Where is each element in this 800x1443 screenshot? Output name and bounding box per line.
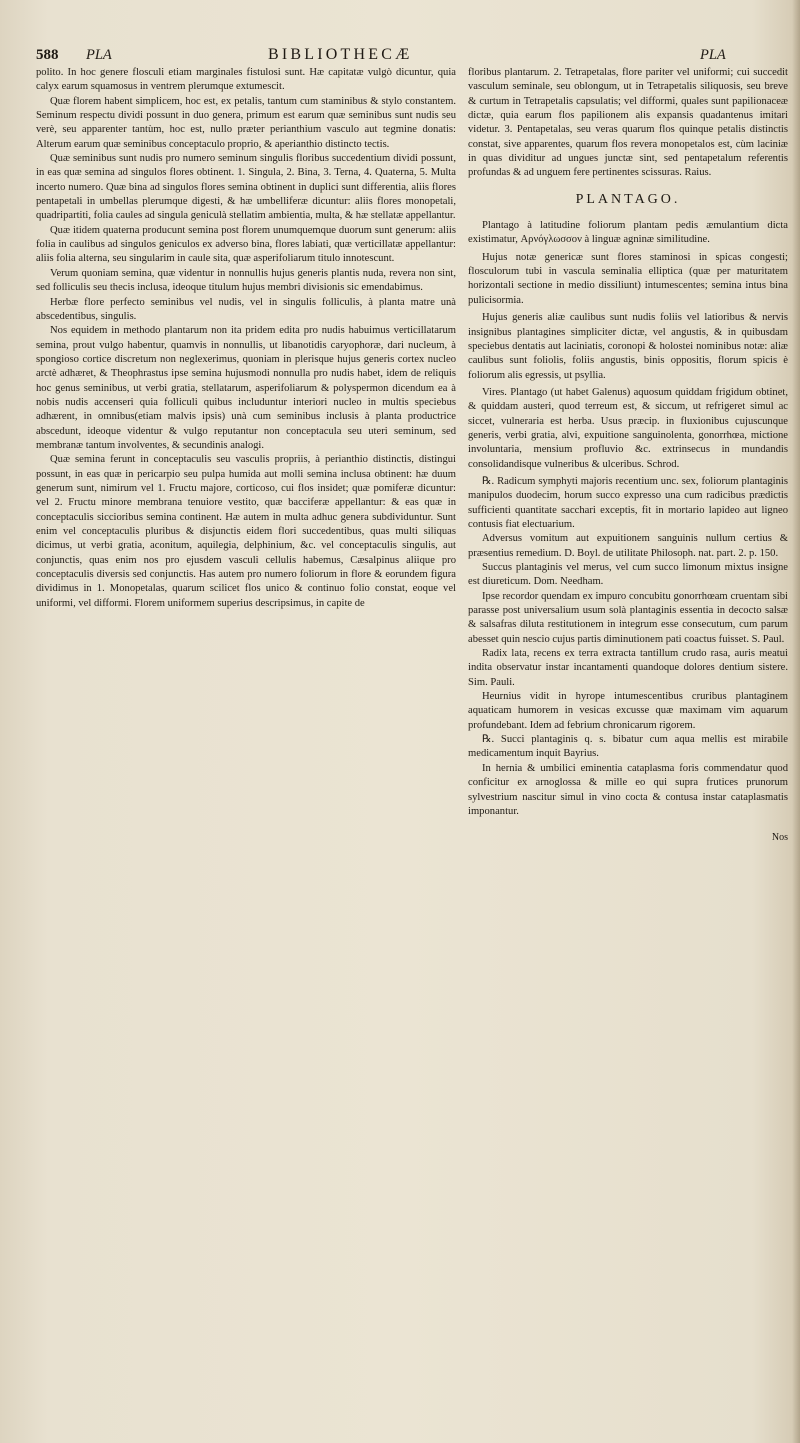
paragraph: Nos equidem in methodo plantarum non ita pridem edita pro nudis habuimus verticillatarum seminа, prout vulgo habentur, quamvis in nonnullis, ut libanotidis caryophoræ, dari nucleum, à spongioso cortice discretum non neglexerimus, quoniam in plerisque hujus generis cortex nucleo arctè adhæret, & Theophrastus ipse semina hujusmodi nonnulla pro nudis habet, idem de reliquis hoc genus seminibus, ut verbi gratia, stellatarum, asperifoliarum & polyspermon dicendum ea à nobis nudis accenseri quia folliculi quibus includuntur interiori nucleo in multis speciebus adhærent, in omnibus(etiam malvis ipsis) unà cum seminibus inclusis à planta productrice abscedunt, ideoque videntur & vulgo reputantur non conceptacula seu uteri seminum, sed membranæ tantum involventes, & secundinis analogi. [36, 325, 456, 451]
paragraph: Plantago à latitudine foliorum plantam pedis æmulantium dicta existimatur, Αρνόγλωσσον à linguæ agninæ similitudine. [468, 220, 788, 246]
paragraph: In hernia & umbilici eminentia cataplasma foris commendatur quod conficitur ex arnoglossa & mille eo qui supra frutices prunorum sylvestrium nascitur simul in vino cocta & contusa instar cataplasmatis imponantur. [468, 762, 788, 817]
paragraph: floribus plantarum. 2. Tetrapetalas, flore pariter vel uniformi; cui succedit vasculum seminale, seu oblongum, ut in Tetrapetalis siliquosis, seu breve & curtum in Tetrapetalis capsulatis; vel difformi, quales sunt papilionaceæ dictæ, quia earum flos papilionem alis expansis quadantenus imitari videtur. 3. Pentapetalas, seu veras quarum flos quinque petalis distinctis constat, sive apparentes, quarum flos revera monopetalos est, cùm laciniæ in quas dividitur ad ungues junctæ sint, sed pentapetalum referentis profundas & ad unguem fere pertinentes scissuras. Raius. [468, 67, 788, 179]
paragraph: Heurnius vidit in hyrope intumescentibus cruribus plantaginem aquaticam humorem in vesicas excusse quæ maximam vim aquarum profundebant. Idem ad febrium chronicarum rigorem. [468, 691, 788, 731]
paragraph: Radix lata, recens ex terra extracta tantillum crudo rasa, auris meatui indita observatur instar incantamenti quandoque dolores dentium sistere. Sim. Pauli. [468, 648, 788, 688]
paragraph: Verum quoniam semina, quæ videntur in nonnullis hujus generis plantis nuda, revera non sint, sed folliculis seu thecis inclusa, ideoque titulum hujus membri divisionis sic emendabimus. [36, 267, 456, 294]
paragraph: Vires. Plantago (ut habet Galenus) aquosum quiddam frigidum obtinet, & quiddam austeri, quod terreum est, & siccum, ut refrigeret simul ac siccet, vulneraria est herba. Usus præcip. in fluxionibus cujuscunque generis, verbi gratia, alvi, expuitione sanguinolenta, gonorrhœa, mictione involuntaria, mensium profluvio &c. extrinsecus in mundandis consolidandisque vulneribus & ulceribus. Schrod. [468, 386, 788, 470]
running-title: BIBLIOTHECÆ [268, 46, 413, 63]
right-column [468, 66, 788, 846]
paragraph: Quæ seminibus sunt nudis pro numero seminum singulis floribus succedentium dividi possunt, in eas quæ semina ad singulos flores obtinent. 1. Singula, 2. Bina, 3. Terna, 4. Quaterna, 5. Multa incerto numero. Quæ bina ad singulos flores semina obtinent in duplici sunt differentia, aliis flores pentapetali in umbellas plerumque digesti, & hæ umbelliferæ dicuntur: aliis flores monopetali, quadripartiti, folia caules ad singula geniculà stellatim ambientia, multa, & hæ stellatæ appellantur. [36, 153, 456, 222]
paragraph: ℞. Radicum symphyti majoris recentium unc. sex, foliorum plantaginis manipulos duodecim, horum succo expresso una cum radicibus prædictis sufficienti quantitate sacchari exceptis, fit in mortario lapideo aut ligneo contusis fiat electuarium. [468, 475, 788, 530]
running-head-right: PLA [700, 47, 726, 63]
paragraph: Adversus vomitum aut expuitionem sanguinis nullum certius & præsentius remedium. D. Boyl. de utilitate Philosoph. nat. part. 2. p. 150. [468, 533, 788, 559]
paragraph: polito. In hoc genere flosculi etiam marginales fistulosi sunt. Hæ capitatæ vulgò dicuntur, quia calyx earum squamosus in ventrem plerumque extumescit. [36, 67, 456, 93]
left-column [36, 66, 456, 611]
section-heading: PLANTAGO. [575, 191, 681, 207]
page-gutter-shadow [792, 0, 800, 1443]
paragraph: Herbæ flore perfecto seminibus vel nudis, vel in singulis folliculis, à planta matre unà abscedentibus, singulis. [36, 296, 456, 322]
paragraph: Hujus notæ genericæ sunt flores staminosi in spicas congesti; flosculorum tubi in vasculа seminalia elliptica (quæ per maturitatem horizontali sectione in medio dissiliunt) intumescentes; semina intus bina pulicisormia. [468, 251, 788, 306]
paragraph: Quæ itidem quaterna producunt semina post florem unumquemque duorum sunt generum: aliis folia in caulibus ad singulos geniculos ex adverso bina, flores labiati, quæ verticillatæ appellantur: aliis folia alterna, seu singularim in caule sita, quæ asperifoliarum titulo innotescunt. [36, 224, 456, 265]
paragraph: Succus plantaginis vel merus, vel cum succo limonum mixtus insigne est diureticum. Dom. Needham. [468, 562, 788, 588]
running-header [36, 44, 796, 66]
paragraph: Quæ semina ferunt in conceptaculis seu vasculis propriis, à perianthio distinctis, distingui possunt, in eas quæ in pericarpio seu pulpa humida aut molli semina inclusa obtinent: hæ duum generum sunt, nimirum vel 1. Fructu majore, corticoso, cui flos insidet; quæ pomiferæ dicuntur: vel 2. Fructu minore membrana tenuiore vestito, quæ bacciferæ appellantur: & eas quæ in conceptaculis siccioribus semina continent. Hæ autem in multa adhuc genera subdividuntur. Sunt enim vel conceptaculis pluribus & disjunctis eidem flori succedentibus, quas multi siliquas dicimus, ut verbi gratia, aconitum, aquilegia, delphinium, &c. vel conceptaculis singulis, aut conjunctis, quas enim nos pro ejusdem vasculi cellulis habemus, Cæsalpinus aliique pro conceptaculis diversis sed conjunctis. Has autem pro numero foliorum in flore & eorundem figura dividimus in 1. Monopetalas, quarum scilicet flos unico & continuo folio constat, eoque vel uniformi, vel difformi. Florem uniformem superius descripsimus, in capite de [36, 454, 456, 609]
paragraph: ℞. Succi plantaginis q. s. bibatur cum aqua mellis est mirabile medicamentum inquit Bayrius. [468, 734, 788, 760]
paragraph: Ipse recordor quendam ex impuro concubitu gonorrhœam cruentam sibi parasse post universalium usum solà plantaginis essentia in decocto salsæ & salsafras diluta restitutionem in integrum esse consecutum, cum parum abesset quin nescio cujus partis diminutionem pati coactus fuisset. S. Paul. [468, 590, 788, 645]
catchword: Nos [771, 832, 788, 844]
paragraph: Hujus generis aliæ caulibus sunt nudis foliis vel latioribus & nervis insignibus plantagines simpliciter dictæ, vel angustis, & in quibusdam speciebus dentatis aut laciniatis, coronopi & holostei nominibus notæ: aliæ caulibus sunt foliolis, foliis angustis, binis oppositis, florum spicis è foliorum alis egressis, ut psyllia. [468, 312, 788, 381]
page-number: 588 [36, 47, 59, 63]
running-head-left: PLA [86, 47, 112, 63]
paragraph: Quæ florem habent simplicem, hoc est, ex petalis, tantum cum staminibus & stylo constantem. Seminum respectu dividi possunt in duo genera, primum est earum quæ seminibus sunt nudis seu verè, seu apparenter tantùm, hoc est, nullo præter perianthium vasculo aut tegmine donatis: Alterum earum quæ seminibus conceptaculo proprio, & aperianthio distincto tectis. [36, 95, 456, 150]
